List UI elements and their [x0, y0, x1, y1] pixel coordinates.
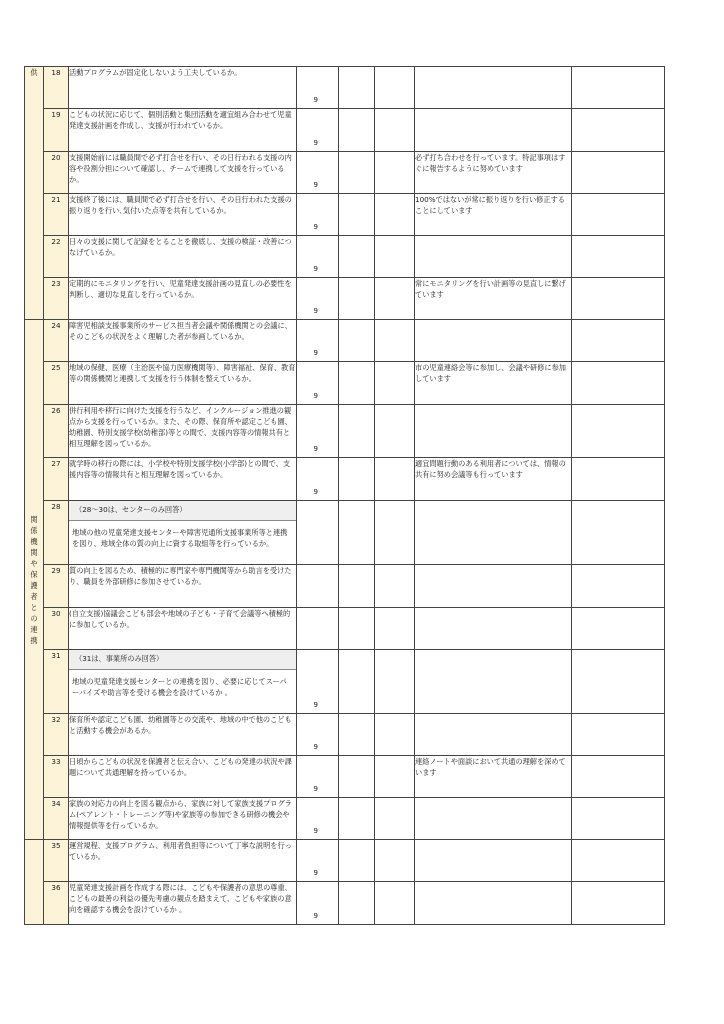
item-number: 35	[44, 840, 69, 882]
section-char: 関	[30, 547, 38, 557]
item-note-header: （28～30は、センターのみ回答）	[69, 501, 296, 521]
remarks-cell: 適宜問題行動のある利用者については、情報の共有に努め会議等も行っています	[415, 458, 572, 501]
yes-count: 9	[313, 827, 318, 835]
no-count-cell	[339, 840, 375, 882]
item-number: 31	[44, 650, 69, 714]
yes-count-cell	[297, 362, 339, 405]
remarks-cell	[415, 67, 572, 109]
remarks-cell	[415, 714, 572, 756]
item-text-cell: (自立支援)協議会こども部会や地域の子ども・子育て会議等へ積極的に参加しているか。	[69, 608, 297, 650]
remarks-cell	[415, 501, 572, 565]
no-count-cell	[339, 362, 375, 405]
table-row	[25, 67, 665, 109]
section-label-s2	[25, 320, 44, 840]
yes-count-cell	[297, 194, 339, 236]
remarks-cell	[415, 798, 572, 840]
yes-count-cell	[297, 236, 339, 278]
item-number: 23	[44, 278, 69, 320]
yes-count: 9	[313, 488, 318, 496]
table-row	[25, 236, 665, 278]
item-number: 32	[44, 714, 69, 756]
table-row	[25, 109, 665, 152]
dont-know-cell	[375, 798, 415, 840]
dont-know-cell	[375, 714, 415, 756]
table-row	[25, 152, 665, 194]
improvement-cell	[572, 756, 665, 798]
item-text-cell: こどもの状況に応じて、個別活動と集団活動を適宜組み合わせて児童発達支援計画を作成し、支援が行われているか。	[69, 109, 297, 152]
section-char: や	[30, 558, 38, 568]
table-row	[25, 608, 665, 650]
yes-count-cell	[297, 320, 339, 362]
improvement-cell	[572, 458, 665, 501]
item-text-cell: 支援開始前には職員間で必ず打合せを行い、その日行われる支援の内容や役割分担について確認し、チームで連携して支援を行っているか。	[69, 152, 297, 194]
section-char: 関	[30, 514, 38, 524]
yes-count: 9	[313, 392, 318, 400]
yes-count-cell	[297, 882, 339, 925]
item-number: 26	[44, 405, 69, 458]
item-number: 29	[44, 565, 69, 608]
item-text-cell: 活動プログラムが固定化しないよう工夫しているか。	[69, 67, 297, 109]
dont-know-cell	[375, 882, 415, 925]
improvement-cell	[572, 714, 665, 756]
improvement-cell	[572, 565, 665, 608]
section-char: 保	[30, 569, 38, 579]
dont-know-cell	[375, 362, 415, 405]
remarks-cell: 必ず打ち合わせを行っています。特記事項はすぐに報告するように努めています	[415, 152, 572, 194]
improvement-cell	[572, 194, 665, 236]
no-count-cell	[339, 798, 375, 840]
table-row	[25, 501, 665, 565]
dont-know-cell	[375, 650, 415, 714]
improvement-cell	[572, 650, 665, 714]
dont-know-cell	[375, 458, 415, 501]
item-text-cell: 併行利用や移行に向けた支援を行うなど、インクルージョン推進の観点から支援を行っているか。また、その際、保育所や認定こども園、幼稚園、特別支援学校(幼稚部)等との間で、支援内容等の情報共有と相互理解を図っているか。	[69, 405, 297, 458]
item-text-cell	[69, 650, 297, 714]
yes-count: 9	[313, 869, 318, 877]
improvement-cell	[572, 501, 665, 565]
improvement-cell	[572, 405, 665, 458]
item-text-cell: 家族の対応力の向上を図る観点から、家族に対して家族支援プログラム(ペアレント・トレーニング等)や家族等の参加できる研修の機会や情報提供等を行っているか。	[69, 798, 297, 840]
remarks-cell	[415, 882, 572, 925]
yes-count-cell	[297, 458, 339, 501]
item-number: 18	[44, 67, 69, 109]
dont-know-cell	[375, 67, 415, 109]
improvement-cell	[572, 67, 665, 109]
item-text-cell: 障害児相談支援事業所のサービス担当者会議や関係機関との会議に、そのこどもの状況をよく理解した者が参画しているか。	[69, 320, 297, 362]
dont-know-cell	[375, 840, 415, 882]
item-text: 地域の児童発達支援センターとの連携を図り、必要に応じてスーパーバイズや助言等を受ける機会を設けているか 。	[72, 677, 287, 697]
no-count-cell	[339, 109, 375, 152]
dont-know-cell	[375, 608, 415, 650]
remarks-cell: 常にモニタリングを行い計画等の見直しに繋げています	[415, 278, 572, 320]
yes-count-cell	[297, 650, 339, 714]
yes-count-cell	[297, 756, 339, 798]
table-row	[25, 194, 665, 236]
section-char: と	[30, 602, 38, 612]
yes-count: 9	[313, 445, 318, 453]
evaluation-table	[24, 66, 665, 925]
remarks-cell: 市の児童連絡会等に参加し、会議や研修に参加しています	[415, 362, 572, 405]
no-count-cell	[339, 756, 375, 798]
yes-count: 9	[313, 96, 318, 104]
item-number: 24	[44, 320, 69, 362]
item-number: 30	[44, 608, 69, 650]
no-count-cell	[339, 152, 375, 194]
table-row	[25, 362, 665, 405]
item-number: 27	[44, 458, 69, 501]
yes-count-cell	[297, 565, 339, 608]
section-char: 者	[30, 591, 38, 601]
yes-count: 9	[313, 912, 318, 920]
item-number: 25	[44, 362, 69, 405]
improvement-cell	[572, 798, 665, 840]
item-text-cell: 運営規程、支援プログラム、利用者負担等について丁寧な説明を行っているか。	[69, 840, 297, 882]
yes-count-cell	[297, 405, 339, 458]
item-text-cell: 日頃からこどもの状況を保護者と伝え合い、こどもの発達の状況や課題について共通理解を持っているか。	[69, 756, 297, 798]
yes-count: 9	[313, 181, 318, 189]
dont-know-cell	[375, 501, 415, 565]
table-row	[25, 882, 665, 925]
item-number: 36	[44, 882, 69, 925]
dont-know-cell	[375, 194, 415, 236]
dont-know-cell	[375, 109, 415, 152]
yes-count: 9	[313, 701, 318, 709]
item-text-cell: 保育所や認定こども園、幼稚園等との交流や、地域の中で他のこどもと活動する機会があるか。	[69, 714, 297, 756]
yes-count: 9	[313, 743, 318, 751]
dont-know-cell	[375, 236, 415, 278]
table-row	[25, 650, 665, 714]
table-row	[25, 320, 665, 362]
yes-count-cell	[297, 278, 339, 320]
item-number: 28	[44, 501, 69, 565]
no-count-cell	[339, 236, 375, 278]
no-count-cell	[339, 458, 375, 501]
table-row	[25, 278, 665, 320]
no-count-cell	[339, 194, 375, 236]
yes-count-cell	[297, 608, 339, 650]
dont-know-cell	[375, 405, 415, 458]
table-row	[25, 840, 665, 882]
item-note-header: （31は、事業所のみ回答）	[69, 650, 296, 670]
improvement-cell	[572, 882, 665, 925]
item-number: 19	[44, 109, 69, 152]
no-count-cell	[339, 278, 375, 320]
item-text: 地域の他の児童発達支援センターや障害児通所支援事業所等と連携を図り、地域全体の質の向上に資する取組等を行っているか。	[72, 528, 288, 548]
section-char: 携	[30, 635, 38, 645]
table-row	[25, 714, 665, 756]
item-text-cell: 地域の保健、医療（主治医や協力医療機関等）、障害福祉、保育、教育等の関係機関と連携して支援を行う体制を整えているか。	[69, 362, 297, 405]
yes-count-cell	[297, 109, 339, 152]
yes-count-cell	[297, 501, 339, 565]
remarks-cell	[415, 236, 572, 278]
section-char: 護	[30, 580, 38, 590]
no-count-cell	[339, 608, 375, 650]
no-count-cell	[339, 501, 375, 565]
improvement-cell	[572, 840, 665, 882]
section-char: 係	[30, 525, 38, 535]
section-label-s3	[25, 840, 44, 925]
item-text-cell: 児童発達支援計画を作成する際には、こどもや保護者の意思の尊重、こどもの最善の利益の優先考慮の観点を踏まえて、こどもや家族の意向を確認する機会を設けているか 。	[69, 882, 297, 925]
yes-count: 9	[313, 223, 318, 231]
dont-know-cell	[375, 152, 415, 194]
yes-count: 9	[313, 307, 318, 315]
section-char: 機	[30, 536, 38, 546]
yes-count-cell	[297, 840, 339, 882]
remarks-cell	[415, 320, 572, 362]
no-count-cell	[339, 882, 375, 925]
table-row	[25, 756, 665, 798]
section-char: の	[30, 613, 38, 623]
yes-count: 9	[313, 785, 318, 793]
section-char: 連	[30, 624, 38, 634]
item-number: 20	[44, 152, 69, 194]
item-text-cell: 就学時の移行の際には、小学校や特別支援学校(小学部)との間で、支援内容等の情報共有と相互理解を図っているか。	[69, 458, 297, 501]
no-count-cell	[339, 320, 375, 362]
item-number: 34	[44, 798, 69, 840]
no-count-cell	[339, 67, 375, 109]
remarks-cell	[415, 608, 572, 650]
dont-know-cell	[375, 278, 415, 320]
yes-count-cell	[297, 714, 339, 756]
improvement-cell	[572, 362, 665, 405]
yes-count-cell	[297, 798, 339, 840]
item-text-cell: 質の向上を図るため、積極的に専門家や専門機関等から助言を受けたり、職員を外部研修に参加させているか。	[69, 565, 297, 608]
remarks-cell	[415, 840, 572, 882]
no-count-cell	[339, 405, 375, 458]
no-count-cell	[339, 714, 375, 756]
table-row	[25, 565, 665, 608]
table-row	[25, 798, 665, 840]
dont-know-cell	[375, 756, 415, 798]
yes-count: 9	[313, 265, 318, 273]
yes-count: 9	[313, 349, 318, 357]
improvement-cell	[572, 278, 665, 320]
item-text-cell	[69, 501, 297, 565]
remarks-cell: 連絡ノートや面談において共通の理解を深めています	[415, 756, 572, 798]
dont-know-cell	[375, 320, 415, 362]
no-count-cell	[339, 650, 375, 714]
item-number: 22	[44, 236, 69, 278]
section-label-s1: 供	[25, 67, 44, 320]
improvement-cell	[572, 236, 665, 278]
remarks-cell	[415, 405, 572, 458]
dont-know-cell	[375, 565, 415, 608]
improvement-cell	[572, 152, 665, 194]
no-count-cell	[339, 565, 375, 608]
table-row	[25, 458, 665, 501]
yes-count-cell	[297, 152, 339, 194]
yes-count: 9	[313, 139, 318, 147]
remarks-cell	[415, 650, 572, 714]
item-text-cell: 定期的にモニタリングを行い、児童発達支援計画の見直しの必要性を判断し、適切な見直しを行っているか。	[69, 278, 297, 320]
yes-count-cell	[297, 67, 339, 109]
item-number: 21	[44, 194, 69, 236]
table-row	[25, 405, 665, 458]
item-text-cell: 日々の支援に関して記録をとることを徹底し、支援の検証・改善につなげているか。	[69, 236, 297, 278]
improvement-cell	[572, 320, 665, 362]
item-text-cell: 支援終了後には、職員間で必ず打合せを行い、その日行われた支援の振り返りを行い､気付いた点等を共有しているか。	[69, 194, 297, 236]
remarks-cell	[415, 565, 572, 608]
remarks-cell: 100%ではないが常に振り返りを行い修正することにしています	[415, 194, 572, 236]
improvement-cell	[572, 608, 665, 650]
improvement-cell	[572, 109, 665, 152]
remarks-cell	[415, 109, 572, 152]
item-number: 33	[44, 756, 69, 798]
